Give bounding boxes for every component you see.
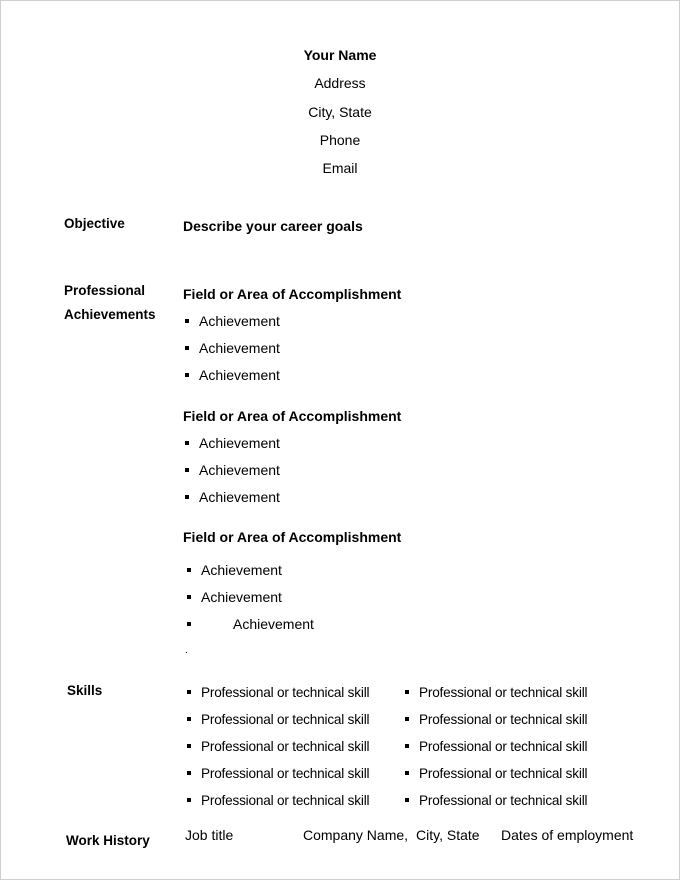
email: Email [322,160,358,177]
achievements-label-line1: Professional [64,283,146,298]
objective-label: Objective [64,216,125,231]
bullet-icon [187,717,191,721]
bullet-icon [405,690,409,694]
list-item: Professional or technical skill [187,712,369,727]
company-name: Company Name, [303,827,409,843]
list-item: Professional or technical skill [187,793,369,808]
list-item: Professional or technical skill [187,766,369,781]
list-item: Achievement [187,562,282,578]
bullet-icon [405,771,409,775]
bullet-icon [187,568,191,572]
list-item: Achievement [185,489,280,505]
bullet-icon [187,771,191,775]
field-heading: Field or Area of Accomplishment [183,529,402,545]
city-state: City, State [308,103,372,120]
bullet-icon [185,495,189,499]
bullet-icon [187,798,191,802]
bullet-icon [185,468,189,472]
job-title: Job title [185,827,234,843]
stray-mark: . [185,645,188,656]
bullet-icon [405,798,409,802]
objective-text: Describe your career goals [183,218,363,234]
list-item: Achievement [185,313,280,329]
bullet-icon [185,441,189,445]
list-item: Achievement [185,462,280,478]
bullet-icon [185,346,189,350]
list-item: Achievement [187,616,314,632]
list-item: Professional or technical skill [405,766,587,781]
bullet-icon [187,595,191,599]
contact-header [1,41,679,182]
work-city-state: City, State [416,827,480,843]
list-item: Professional or technical skill [405,793,587,808]
list-item: Professional or technical skill [187,739,369,754]
achievements-label-line2: Achievements [64,307,156,322]
bullet-icon [187,690,191,694]
field-heading: Field or Area of Accomplishment [183,408,402,424]
skills-label: Skills [67,683,103,698]
bullet-icon [405,744,409,748]
list-item: Professional or technical skill [405,685,587,700]
work-history-label: Work History [66,833,150,848]
list-item: Achievement [187,589,282,605]
dates-of-employment: Dates of employment [501,827,634,843]
bullet-icon [187,622,191,626]
bullet-icon [185,319,189,323]
phone: Phone [319,131,361,148]
list-item: Achievement [185,435,280,451]
bullet-icon [185,373,189,377]
list-item: Professional or technical skill [187,685,369,700]
your-name: Your Name [303,47,377,63]
list-item: Achievement [185,367,280,383]
bullet-icon [405,717,409,721]
bullet-icon [187,744,191,748]
list-item: Professional or technical skill [405,712,587,727]
list-item: Professional or technical skill [405,739,587,754]
list-item: Achievement [185,340,280,356]
address: Address [314,75,366,92]
field-heading: Field or Area of Accomplishment [183,286,402,302]
